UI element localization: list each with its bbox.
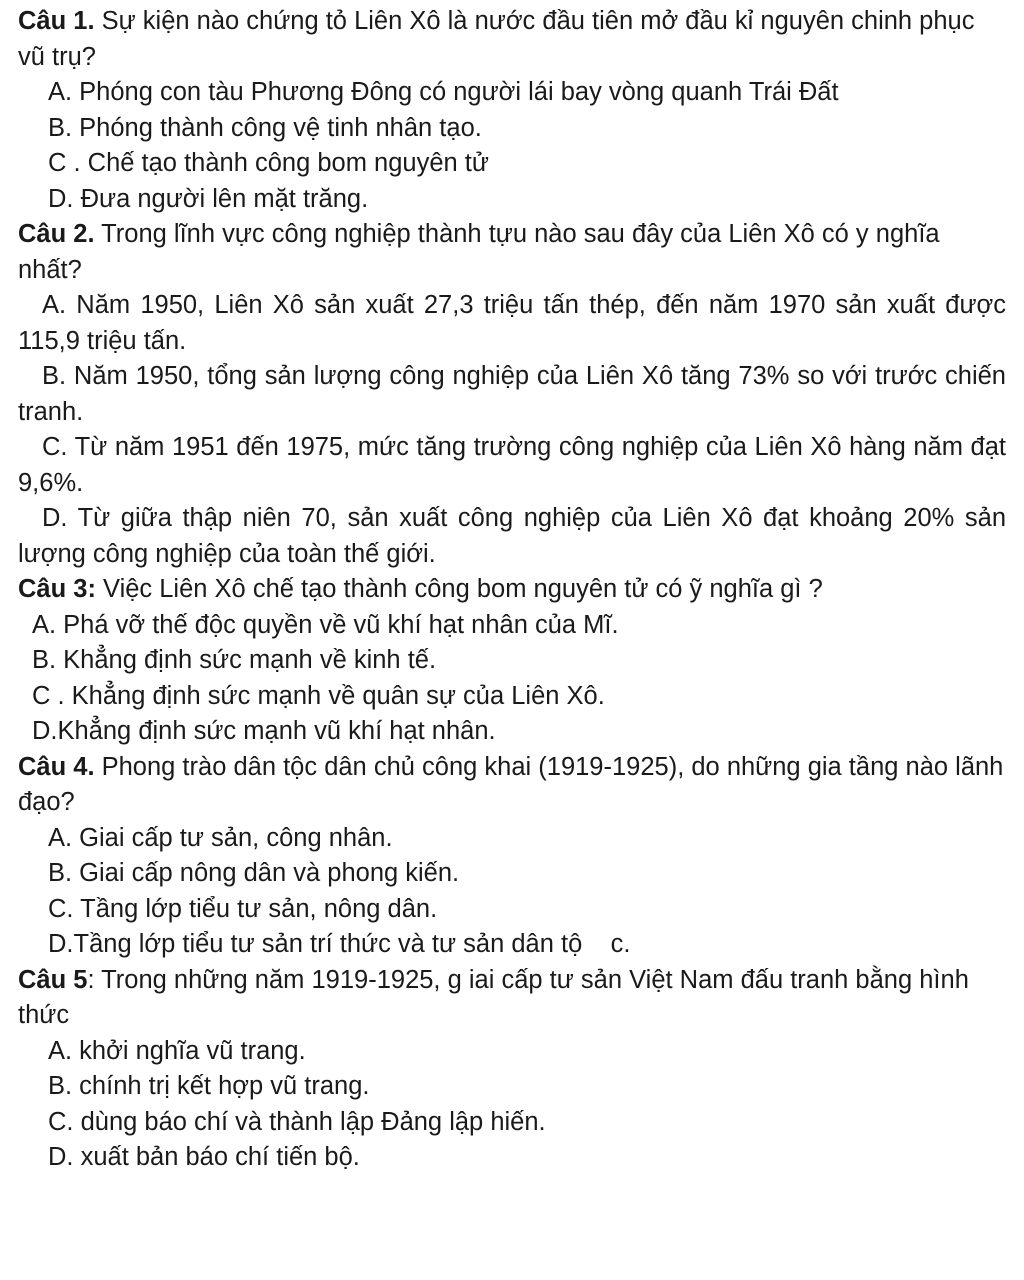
question-label: Câu 4. xyxy=(18,752,95,781)
option-d: D.Khẳng định sức mạnh vũ khí hạt nhân. xyxy=(32,717,496,745)
question-2 xyxy=(18,217,1006,572)
option-a: A. Giai cấp tư sản, công nhân. xyxy=(48,823,393,852)
question-text xyxy=(18,4,1006,75)
option-b: B. Năm 1950, tổng sản lượng công nghiệp của Liên Xô tăng 73% so với trước chiến tranh. xyxy=(18,362,1006,426)
question-label: Câu 2. xyxy=(18,220,95,248)
option-b: B. Giai cấp nông dân và phong kiến. xyxy=(48,859,460,887)
question-label: Câu 1. xyxy=(18,7,95,35)
option-d: D. Đưa người lên mặt trăng. xyxy=(48,184,369,213)
option-c: C. Từ năm 1951 đến 1975, mức tăng trường công nghiệp của Liên Xô hàng năm đạt 9,6%. xyxy=(18,433,1006,497)
option-c: C. dùng báo chí và thành lập Đảng lập hiến. xyxy=(48,1107,546,1136)
question-text xyxy=(18,572,1006,608)
question-body: Việc Liên Xô chế tạo thành công bom nguyên tử có ỹ nghĩa gì ? xyxy=(95,575,823,603)
question-label: Câu 3: xyxy=(18,575,96,603)
option-c: C . Khẳng định sức mạnh về quân sự của Liên Xô. xyxy=(32,681,605,710)
option-a: A. Năm 1950, Liên Xô sản xuất 27,3 triệu tấn thép, đến năm 1970 sản xuất được 115,9 triệu tấn. xyxy=(18,291,1006,355)
question-text xyxy=(18,217,1006,288)
question-3 xyxy=(18,572,1006,750)
question-5 xyxy=(18,963,1006,1176)
question-4 xyxy=(18,750,1006,963)
option-a: A. Phá vỡ thế độc quyền về vũ khí hạt nhân của Mĩ. xyxy=(32,610,619,639)
option-c: C . Chế tạo thành công bom nguyên tử xyxy=(48,149,489,177)
option-d: D. Từ giữa thập niên 70, sản xuất công nghiệp của Liên Xô đạt khoảng 20% sản lượng công nghiệp của toàn thế giới. xyxy=(18,504,1006,568)
question-1 xyxy=(18,4,1006,217)
option-b: B. chính trị kết hợp vũ trang. xyxy=(48,1072,370,1100)
option-b: B. Phóng thành công vệ tinh nhân tạo. xyxy=(48,113,482,142)
question-text xyxy=(18,963,1006,1034)
question-label: Câu 5 xyxy=(18,965,88,994)
question-body: : Trong những năm 1919-1925, g iai cấp tư sản Việt Nam đấu tranh bằng hình thức xyxy=(18,965,969,1029)
question-body: Phong trào dân tộc dân chủ công khai (1919-1925), do những gia tầng nào lãnh đạo? xyxy=(18,752,1004,816)
option-a: A. khởi nghĩa vũ trang. xyxy=(48,1036,306,1065)
option-d: D.Tầng lớp tiểu tư sản trí thức và tư sản dân tộ c. xyxy=(48,930,631,958)
question-body: Trong lĩnh vực công nghiệp thành tựu nào sau đây của Liên Xô có y nghĩa nhất? xyxy=(18,220,940,284)
option-d: D. xuất bản báo chí tiến bộ. xyxy=(48,1143,360,1171)
question-text xyxy=(18,750,1006,821)
option-a: A. Phóng con tàu Phương Đông có người lái bay vòng quanh Trái Đất xyxy=(48,78,839,106)
option-b: B. Khẳng định sức mạnh về kinh tế. xyxy=(32,646,437,674)
option-c: C. Tầng lớp tiểu tư sản, nông dân. xyxy=(48,894,438,923)
question-body: Sự kiện nào chứng tỏ Liên Xô là nước đầu tiên mở đầu kỉ nguyên chinh phục vũ trụ? xyxy=(18,7,975,71)
